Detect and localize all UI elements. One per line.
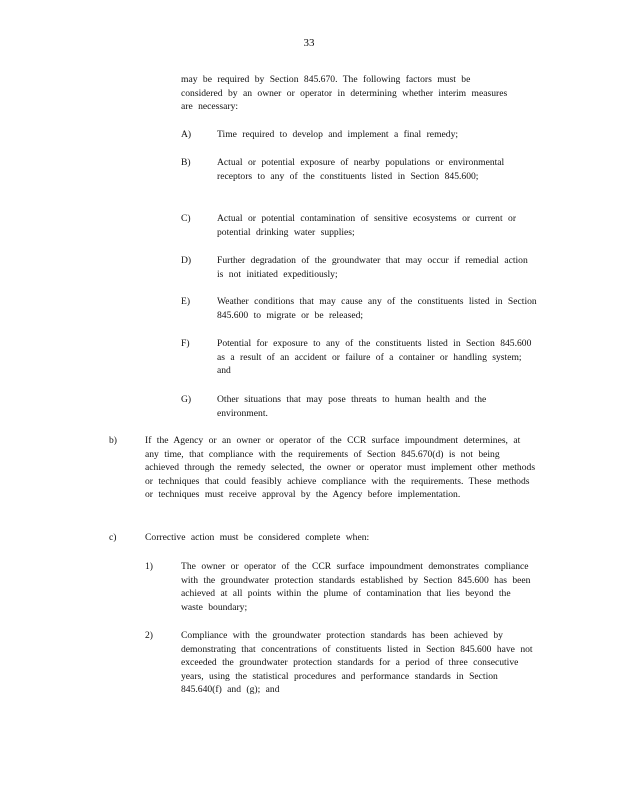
- page-number: 33: [303, 37, 315, 49]
- factor-text: Actual or potential exposure of nearby populations or environmental receptors to any of the constituents listed in Section 845.600;: [217, 157, 505, 182]
- item-label: 2): [145, 630, 153, 641]
- factor-label: C): [181, 213, 191, 224]
- section-b-text: If the Agency or an owner or operator of the CCR surface impoundment determines, at any time, that compliance with the requirements of Section 845.670(d) is not being achieved through the remedy selected, the owner or operator must implement other methods or techniques that could feasibly achieve compliance with the requirements. These methods or techniques must receive approval by the Agency before implementation.: [145, 435, 536, 501]
- factor-text: Other situations that may pose threats to human health and the environment.: [217, 394, 487, 419]
- factor-label: A): [181, 129, 192, 140]
- factor-label: F): [181, 338, 190, 349]
- factor-text: Actual or potential contamination of sensitive ecosystems or current or potential drinking water supplies;: [217, 213, 517, 238]
- intro-paragraph: may be required by Section 845.670. The following factors must be considered by an owner or operator in determining whether interim measures are necessary:: [181, 74, 508, 113]
- factor-label: G): [181, 394, 192, 405]
- section-c-label: c): [109, 532, 117, 543]
- section-c-text: Corrective action must be considered complete when:: [145, 532, 370, 543]
- item-text: Compliance with the groundwater protection standards has been achieved by demonstrating that concentrations of constituents listed in Section 845.600 have not exceeded the groundwater protection standards for a period of three consecutive years, using the statistical procedures and performance standards in Section 845.640(f) and (g); and: [181, 630, 533, 696]
- section-b-label: b): [109, 435, 117, 446]
- item-label: 1): [145, 561, 153, 572]
- factor-text: Time required to develop and implement a final remedy;: [217, 129, 459, 140]
- factor-label: E): [181, 296, 191, 307]
- item-text: The owner or operator of the CCR surface impoundment demonstrates compliance with the groundwater protection standards established by Section 845.600 has been achieved at all points within the plume of contamination that lies beyond the waste boundary;: [181, 561, 531, 613]
- factor-label: D): [181, 255, 192, 266]
- factor-label: B): [181, 157, 191, 168]
- factor-text: Further degradation of the groundwater that may occur if remedial action is not initiated expeditiously;: [217, 255, 528, 280]
- factor-text: Potential for exposure to any of the constituents listed in Section 845.600 as a result of an accident or failure of a container or handling system; and: [217, 338, 532, 377]
- factor-text: Weather conditions that may cause any of the constituents listed in Section 845.600 to migrate or be released;: [217, 296, 537, 321]
